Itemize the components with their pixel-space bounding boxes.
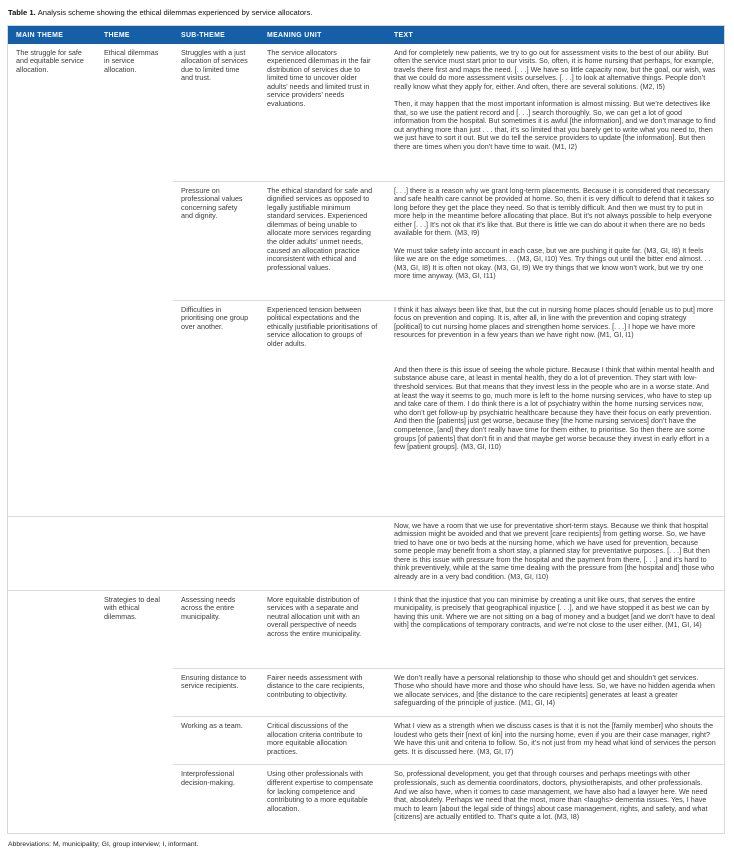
cell-main-theme: The struggle for safe and equitable service allocation.: [16, 47, 84, 74]
table-row-ensuring-distance: [173, 668, 724, 716]
cell-meaning-unit: Critical discussions of the allocation criteria contribute to more equitable allocation practices.: [267, 721, 363, 756]
subrow-container: [173, 44, 724, 516]
cell-meaning-unit: Using other professionals with different expertise to compensate for lacking competence and contributing to a more equitable allocation.: [267, 769, 374, 813]
cell-text: [386, 182, 724, 300]
quote-paragraph: And then there is this issue of seeing the whole picture. Because I think that within mental health and substance abuse care, at least in mental health, they do a lot of prevention. They start with low-threshold services. But that means that they invest less in the people who are in a worse state. And at least the way it seems to go, much more is left to the home nursing services, who have to step up and take care of them. I do think there is a lot of psychiatry within the home nursing services now, who don’t get follow-up by psychiatric healthcare because they have their focus on early prevention. And then the [patients] just get worse, because they [the home nursing services] don’t have the competence, [and] they don’t really have time for them either, to prioritise. So then there are some groups [of patients] that don’t fit in and that maybe get worse because they invest in early effort in a few [patient groups]. (M3, GI, I10): [394, 364, 715, 452]
cell-text: [386, 517, 724, 590]
cell-sub-theme: Difficulties in prioritising one group over another.: [181, 304, 249, 331]
column-header-sub-theme: SUB-THEME: [181, 31, 226, 39]
table-row-pressure-professional-values: [173, 181, 724, 300]
cell-sub-theme: Interprofessional decision-making.: [181, 769, 235, 787]
quote-paragraph: I think it has always been like that, but the cut in nursing home places should [enable us to put] more focus on prevention and coping. It is, after all, in line with the prevention and coping strategy [political] to cut nursing home places and strengthen home services. [. . .] I hope we have more resources for prevention in a few years than we have right now. (M1, GI, I1): [394, 304, 714, 340]
quote-paragraph: And for completely new patients, we try to go out for assessment visits to the best of our ability. But often the service must start prior to our visits. So, often, it is home nursing that perhaps, for example, travels there first and maps the need. [. . .] We have so little capacity now, but the goal, our wish, was that we could do more assessment visits ourselves. [. . .] to look at alternative things. People don’t really know what they apply for, either. And often, there are several solutions. (M2, I5): [394, 47, 716, 91]
table-row-working-as-team: [173, 716, 724, 764]
cell-text: [386, 717, 724, 764]
cell-sub-theme: Pressure on professional values concerning safety and dignity.: [181, 185, 243, 221]
cell-sub-theme: Ensuring distance to service recipients.: [181, 672, 247, 691]
theme-group-strategies: [8, 590, 724, 834]
cell-text: [386, 591, 724, 668]
cell-theme: Ethical dilemmas in service allocation.: [104, 47, 159, 74]
column-header-theme: THEME: [104, 31, 130, 39]
table-caption-label: Table 1.: [8, 8, 36, 17]
table-row-struggles-just-allocation: [173, 44, 724, 181]
cell-sub-theme: Assessing needs across the entire municipality.: [181, 594, 236, 621]
cell-theme: Strategies to deal with ethical dilemmas.: [104, 594, 160, 621]
column-header-text: TEXT: [394, 31, 414, 39]
cell-text: [386, 669, 724, 716]
cell-sub-theme: Working as a team.: [181, 721, 243, 731]
table-row-interprofessional-decisions: [173, 764, 724, 833]
cell-main-theme: [8, 591, 96, 834]
table-row-assessing-needs: [173, 591, 724, 668]
cell-text: [386, 44, 724, 181]
quote-paragraph: We must take safety into account in each case, but we are pushing it quite far. (M3, GI, I8) It feels like we are on the edge sometimes. . . (M3, GI, I10) Yes. Try things out until the bitter end almost. . . (M3, GI, I8) It is often not okay. (M3, GI, I9) We try things that we know won’t work, but we try one more time anyway. (M3, GI, I11): [394, 245, 711, 281]
cell-meaning-unit: More equitable distribution of services with a separate and neutral allocation unit with an overall perspective of needs across the entire municipality.: [267, 594, 362, 639]
cell-sub-theme: Struggles with a just allocation of services due to limited time and trust.: [181, 47, 248, 83]
table-row-difficulties-prioritising: [173, 300, 724, 516]
theme-group-dilemmas: [8, 44, 724, 516]
empty-cells-spacer: [8, 517, 386, 590]
quote-paragraph: We don’t really have a personal relationship to those who should get and shouldn’t get services. Those who should have more and those who should have less. So, we have no hidden agenda when we allocate services, and [the distance to the care recipients] generates at least a greater safeguarding of the principle of justice. (M1, GI, I4): [394, 672, 715, 708]
cell-meaning-unit: Experienced tension between political expectations and the ethically justifiable prioritisations of service allocation to groups of older adults.: [267, 304, 378, 348]
cell-text: [386, 765, 724, 833]
cell-meaning-unit: The ethical standard for safe and dignified services as opposed to legally justifiable minimum standard services. Experienced dilemmas of being unable to allocate more services regarding the older adults’ unmet needs, caused an allocation practice inconsistent with ethical and professional values.: [267, 185, 373, 272]
table-caption: [8, 8, 727, 17]
quote-paragraph: What I view as a strength when we discuss cases is that it is not the [family member] who shouts the loudest who gets their [next of kin] into the nursing home, even if you are their case manager, right? We have this unit and criteria to follow. So, it’s not just from my head what kind of services the person gets. It is discussed here. (M3, GI, I7): [394, 721, 716, 756]
quote-paragraph: So, professional development, you get that through courses and perhaps meetings with other professionals, such as dementia coordinators, doctors, physiotherapists, and other professionals. And we also have, when it comes to case management, we have also had a lawyer here. We need that, absolutely. Perhaps we need that the most, more than <laughs> dementia issues. Yes, I have much to learn [about the legal side of things] about case management, rights, and safety, and what [citizens] are actually entitled to. That’s quite a lot. (M3, I8): [394, 769, 708, 822]
subrow-container: [173, 591, 724, 834]
table-caption-text: Analysis scheme showing the ethical dilemmas experienced by service allocators.: [37, 8, 313, 17]
abbreviations-footnote: Abbreviations: M, municipality; GI, group interview; I, informant.: [8, 841, 199, 849]
quote-paragraph: I think that the injustice that you can minimise by creating a unit like ours, that serves the entire municipality, is precisely that geographical injustice [. . .], and we have stopped it as best we can by having this unit. Where we are not sitting on a bag of money and a budget [and we don’t have to deal with] the complications of temporary contracts, and we’re not close to the user either. (M1, GI, I4): [394, 594, 715, 630]
cell-meaning-unit: The service allocators experienced dilemmas in the fair distribution of services due to limited time to uncover older adults’ needs and limited trust in service providers’ needs evaluations.: [267, 47, 371, 109]
quote-paragraph: Then, it may happen that the most important information is almost missing. But we’re detectives like that, so we use the patient record and [. . .] search thoroughly. So, we can get a lot of good information from the hospital. But sometimes it is awful [the information], and we don’t manage to find out anything more than just . . . that, it’s so limited that you barely get to write what you need to, then we just have to sort it out. But we do tell the service providers to update [the information]. But then there are times when you don’t have time to wait. (M1, I2): [394, 99, 716, 152]
column-header-main-theme: MAIN THEME: [16, 31, 64, 39]
cell-meaning-unit: Fairer needs assessment with distance to the care recipients, contributing to objectivity.: [267, 672, 365, 699]
table-row-preventative-stays: [8, 516, 724, 590]
quote-paragraph: Now, we have a room that we use for preventative short-term stays. Because we think that hospital admission might be avoided and that we prevent [care recipients] from getting worse. So, we have tried to have one or two beds at the nursing home, which we have used for prevention, because some people may benefit from a short stay, a planned stay for preventative purposes. [. . .] But then there is this issue with pressure from the hospital and the payment from there, [. . .] and it’s hard to think preventively, while at the same time dealing with the pressure from [the hospital and] those who already are in a very bad condition. (M3, GI, I10): [394, 520, 715, 582]
quote-paragraph: [. . .] there is a reason why we grant long-term placements. Because it is considered that necessary and safe health care cannot be provided at home. So, then it is very difficult to defend that it takes so long before they get the place they need. So that is terribly difficult. And then we must try to put in more help in the meantime before allocating that place. But it’s not always possible to help everyone either [. . .] It’s not ok that it’s like that. But there is little we can do about it when there are no beds available for them. (M3, I9): [394, 185, 714, 238]
analysis-table: [7, 25, 725, 834]
cell-text: [386, 301, 724, 516]
column-header-meaning-unit: MEANING UNIT: [267, 31, 322, 39]
table-header-row: [8, 26, 724, 44]
